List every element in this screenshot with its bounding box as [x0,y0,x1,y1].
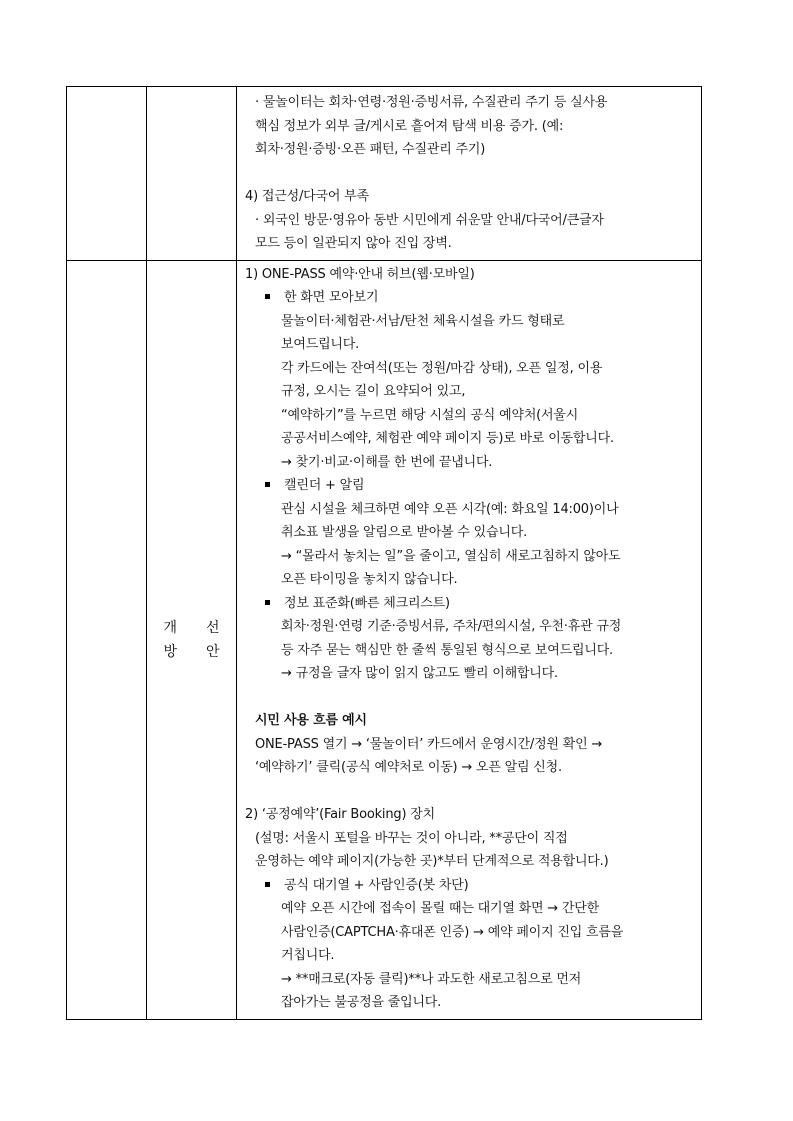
document-table [66,86,702,1020]
table-row-problems [67,87,702,261]
text-line: 취소표 발생을 알림으로 받아볼 수 있습니다. [281,525,528,540]
bullet-item: 한 화면 모아보기 [245,286,695,310]
text-line: 공공서비스예약, 체험관 예약 페이지 등)로 바로 이동합니다. [281,431,614,446]
section-heading: 4) 접근성/다국어 부족 [245,189,369,204]
text-line: 운영하는 예약 페이지(가능한 곳)*부터 단계적으로 적용합니다.) [255,854,609,869]
text-line: → 찾기·비교·이해를 한 번에 끝냅니다. [281,454,493,470]
bullet-square-icon [265,882,270,887]
row1-cell-empty-2 [147,87,237,261]
bullet-item: 캘린더 + 알림 [245,474,695,498]
section-heading: 2) ‘공정예약’(Fair Booking) 장치 [245,807,435,822]
text-line: · 물놀이터는 회차·연령·정원·증빙서류, 수질관리 주기 등 실사용 [255,95,608,110]
text-line: 오픈 타이밍을 놓치지 않습니다. [281,572,458,587]
text-line: 물놀이터·체험관·서남/탄천 체육시설을 카드 형태로 [281,313,565,329]
text-line: · 외국인 방문·영유아 동반 시민에게 쉬운말 안내/다국어/큰글자 [255,212,604,228]
row2-cell-empty [67,260,147,1019]
row-label: 개 선 방 안 [163,619,220,660]
text-line: 규정, 오시는 길이 요약되어 있고, [281,384,466,399]
text-line: 보여드립니다. [281,337,360,352]
row2-content-cell [237,260,702,1019]
text-line: 핵심 정보가 외부 글/게시로 흩어져 탐색 비용 증가. (예: [255,118,564,134]
text-line: → 규정을 글자 많이 읽지 않고도 빨리 이해합니다. [281,666,558,681]
row1-cell-empty-1 [67,87,147,261]
text-line: 등 자주 묻는 핵심만 한 줄씩 통일된 형식으로 보여드립니다. [281,642,613,658]
row1-content-cell [237,87,702,261]
text-line: 관심 시설을 체크하면 예약 오픈 시각(예: 화요일 14:00)이나 [281,501,619,517]
text-line: 예약 오픈 시간에 접속이 몰릴 때는 대기열 화면 → 간단한 [281,901,599,916]
text-line: 거칩니다. [281,948,335,963]
text-line: → “몰라서 놓치는 일”을 줄이고, 열심히 새로고침하지 않아도 [281,548,621,564]
section-heading: 1) ONE-PASS 예약·안내 허브(웹·모바일) [245,266,475,282]
text-line: 잡아가는 불공정을 줄입니다. [281,995,442,1010]
text-line: 각 카드에는 잔여석(또는 정원/마감 상태), 오픈 일정, 이용 [281,360,603,376]
text-line: 회차·정원·증빙·오픈 패턴, 수질관리 주기) [255,142,486,157]
text-line: → **매크로(자동 클릭)**나 과도한 새로고침으로 먼저 [281,971,582,987]
text-line: (설명: 서울시 포털을 바꾸는 것이 아니라, **공단이 직접 [255,830,568,846]
bullet-item: 공식 대기열 + 사람인증(봇 차단) [245,874,695,898]
bullet-square-icon [265,600,270,605]
row-label-cell [147,260,237,1019]
table-row-improvement [67,260,702,1019]
text-line: ‘예약하기’ 클릭(공식 예약처로 이동) → 오픈 알림 신청. [255,760,562,775]
flow-example-heading: 시민 사용 흐름 예시 [255,713,367,728]
bullet-item: 정보 표준화(빠른 체크리스트) [245,592,695,616]
bullet-square-icon [265,482,270,487]
text-line: ONE-PASS 열기 → ‘물놀이터’ 카드에서 운영시간/정원 확인 → [255,736,603,752]
text-line: 회차·정원·연령 기준·증빙서류, 주차/편의시설, 우천·휴관 규정 [281,619,622,634]
bullet-square-icon [265,294,270,299]
text-line: 모드 등이 일관되지 않아 진입 장벽. [255,236,452,251]
text-line: 사람인증(CAPTCHA·휴대폰 인증) → 예약 페이지 진입 흐름을 [281,924,624,940]
text-line: “예약하기”를 누르면 해당 시설의 공식 예약처(서울시 [281,407,579,423]
